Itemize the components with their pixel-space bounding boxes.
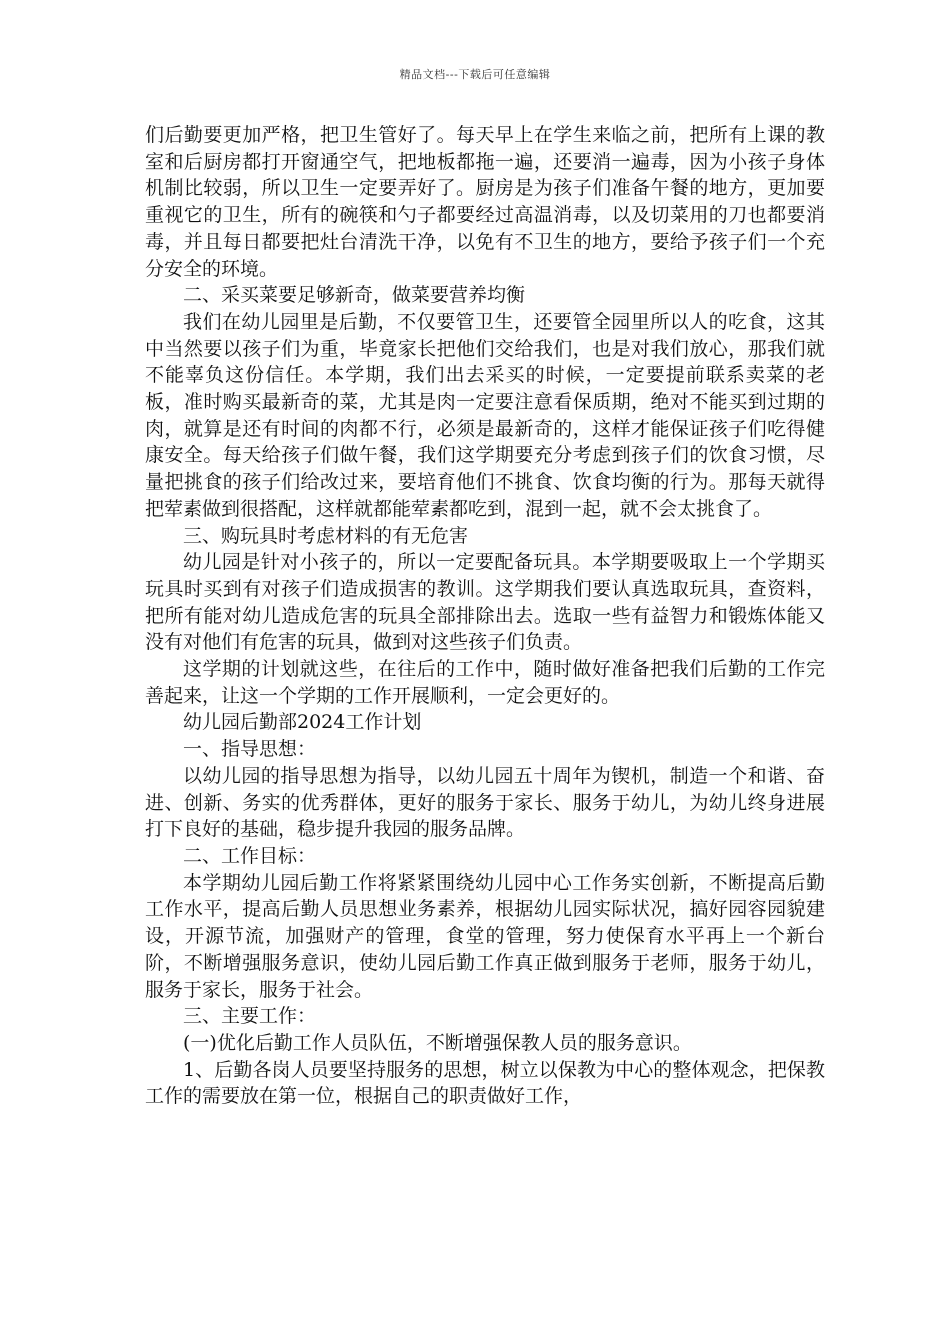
section-heading-goals: 二、工作目标：: [183, 844, 317, 867]
section-heading-toys: 三、购玩具时考虑材料的有无危害: [183, 524, 469, 547]
document-title: 幼儿园后勤部2024工作计划: [183, 711, 422, 734]
subsection-heading-staff: (一)优化后勤工作人员队伍，不断增强保教人员的服务意识。: [183, 1031, 692, 1054]
paragraph-toys: 幼儿园是针对小孩子的，所以一定要配备玩具。本学期要吸取上一个学期买玩具时买到有对孩子们造成损害的教训。这学期我们要认真选取玩具，查资料，把所有能对幼儿造成危害的玩具全部排除出去。选取一些有益智力和锻炼体能又没有对他们有危害的玩具，做到对这些孩子们负责。: [145, 551, 825, 654]
paragraph-guiding-thought: 以幼儿园的指导思想为指导，以幼儿园五十周年为锲机，制造一个和谐、奋进、创新、务实的优秀群体，更好的服务于家长、服务于幼儿，为幼儿终身进展打下良好的基础，稳步提升我园的服务品牌。: [145, 764, 825, 841]
paragraph-goals: 本学期幼儿园后勤工作将紧紧围绕幼儿园中心工作务实创新，不断提高后勤工作水平，提高后勤人员思想业务素养，根据幼儿园实际状况，搞好园容园貌建设，开源节流，加强财产的管理，食堂的管理，努力使保育水平再上一个新台阶，不断增强服务意识，使幼儿园后勤工作真正做到服务于老师，服务于幼儿，服务于家长，服务于社会。: [145, 871, 825, 1001]
document-body: [145, 122, 825, 1110]
page-header: 精品文档---下载后可任意编辑: [399, 68, 551, 81]
paragraph-closing: 这学期的计划就这些，在往后的工作中，随时做好准备把我们后勤的工作完善起来，让这一个学期的工作开展顺利，一定会更好的。: [145, 658, 825, 707]
section-heading-guiding-thought: 一、指导思想：: [183, 738, 317, 761]
section-heading-purchasing: 二、采买菜要足够新奇，做菜要营养均衡: [183, 284, 526, 307]
paragraph-staff-item-1: 1、后勤各岗人员要坚持服务的思想，树立以保教为中心的整体观念，把保教工作的需要放在第一位，根据自己的职责做好工作，: [145, 1058, 825, 1108]
paragraph-purchasing: 我们在幼儿园里是后勤，不仅要管卫生，还要管全园里所以人的吃食，这其中当然要以孩子们为重，毕竟家长把他们交给我们，也是对我们放心，那我们就不能辜负这份信任。本学期，我们出去采买的时候，一定要提前联系卖菜的老板，准时购买最新奇的菜，尤其是肉一定要注意看保质期，绝对不能买到过期的肉，就算是还有时间的肉都不行，必须是最新奇的，这样才能保证孩子们吃得健康安全。每天给孩子们做午餐，我们这学期要充分考虑到孩子们的饮食习惯，尽量把挑食的孩子们给改过来，要培育他们不挑食、饮食均衡的行为。那每天就得把荤素做到很搭配，这样就都能荤素都吃到，混到一起，就不会太挑食了。: [145, 310, 825, 520]
paragraph-continuation: 们后勤要更加严格，把卫生管好了。每天早上在学生来临之前，把所有上课的教室和后厨房都打开窗通空气，把地板都拖一遍，还要消一遍毒，因为小孩子身体机制比较弱，所以卫生一定要弄好了。厨房是为孩子们准备午餐的地方，更加要重视它的卫生，所有的碗筷和勺子都要经过高温消毒，以及切菜用的刀也都要消毒，并且每日都要把灶台清洗干净，以免有不卫生的地方，要给予孩子们一个充分安全的环境。: [145, 124, 825, 280]
section-heading-main-work: 三、主要工作：: [183, 1005, 317, 1028]
